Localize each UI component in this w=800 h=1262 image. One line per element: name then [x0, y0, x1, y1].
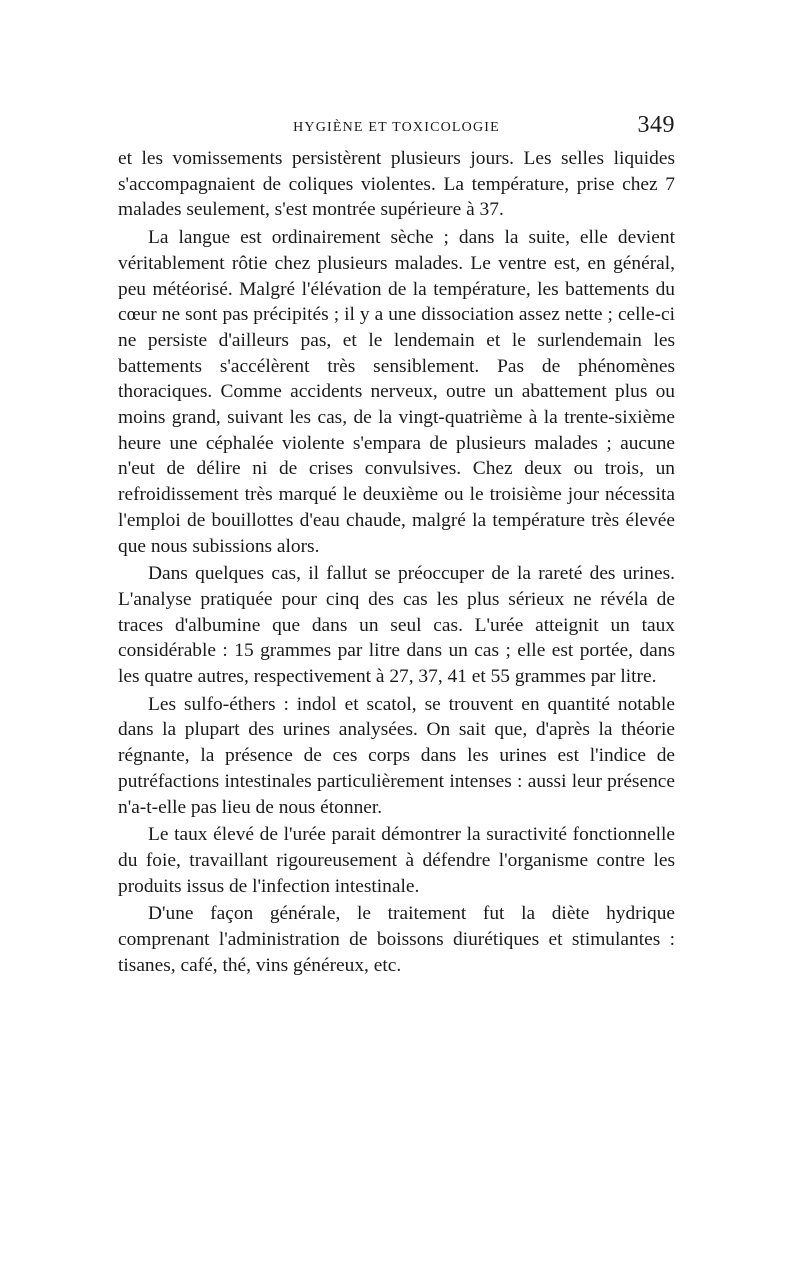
- paragraph-uree-liver: Le taux élevé de l'urée parait démontrer la suractivité fonctionnelle du foie, travaillant rigoureusement à défendre l'organisme contre les produits issus de l'infection intestinale.: [118, 824, 675, 897]
- running-head: [118, 112, 675, 146]
- paragraph-symptoms: La langue est ordinairement sèche ; dans la suite, elle devient véritablement rôtie chez plusieurs malades. Le ventre est, en général, peu météorisé. Malgré l'élévation de la température, les battements du cœur ne sont pas précipités ; il y a une dissociation assez nette ; celle-ci ne persiste d'ailleurs pas, et le lendemain et le surlendemain les battements s'accélèrent très sensiblement. Pas de phénomènes thoraciques. Comme accidents nerveux, outre un abattement plus ou moins grand, suivant les cas, de la vingt-quatrième à la trente-sixième heure une céphalée violente s'empara de plusieurs malades ; aucune n'eut de délire ni de crises convulsives. Chez deux ou trois, un refroidissement très marqué le deuxième ou le troisième jour nécessita l'emploi de bouillottes d'eau chaude, malgré la température très élevée que nous subissions alors.: [118, 227, 675, 557]
- paragraph-sulfo-ethers: Les sulfo-éthers : indol et scatol, se trouvent en quantité notable dans la plupart des urines analysées. On sait que, d'après la théorie régnante, la présence de ces corps dans les urines est l'indice de putréfactions intestinales particulièrement intenses : aussi leur présence n'a-t-elle pas lieu de nous étonner.: [118, 693, 675, 818]
- book-page: [118, 112, 675, 979]
- paragraph-treatment: D'une façon générale, le traitement fut la diète hydrique comprenant l'administration de boissons diurétiques et stimulantes : tisanes, café, thé, vins généreux, etc.: [118, 903, 675, 976]
- running-title: HYGIÈNE ET TOXICOLOGIE: [293, 120, 500, 135]
- paragraph-continuation: et les vomissements persistèrent plusieurs jours. Les selles liquides s'accompagnaient de coliques violentes. La température, prise chez 7 malades seulement, s'est montrée supérieure à 37.: [118, 148, 675, 221]
- body-text: [118, 146, 675, 979]
- page-number: 349: [637, 112, 675, 138]
- paragraph-urine-analysis: Dans quelques cas, il fallut se préoccuper de la rareté des urines. L'analyse pratiquée pour cinq des cas les plus sérieux ne révéla de traces d'albumine que dans un seul cas. L'urée atteignit un taux considérable : 15 grammes par litre dans un cas ; elle est portée, dans les quatre autres, respectivement à 27, 37, 41 et 55 grammes par litre.: [118, 563, 675, 688]
